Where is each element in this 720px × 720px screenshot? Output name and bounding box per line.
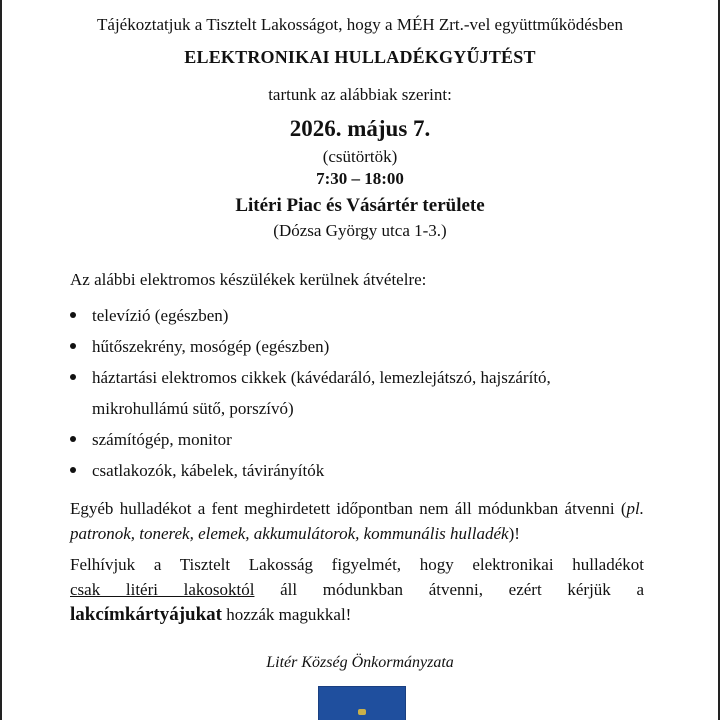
event-date: 2026. május 7.	[289, 116, 431, 141]
list-item	[70, 300, 650, 331]
signature: Litér Község Önkormányzata	[266, 654, 454, 671]
headline: ELEKTRONIKAI HULLADÉKGYŰJTÉST	[184, 47, 536, 67]
bullet-icon	[70, 467, 76, 473]
notice-line-2-rest: áll módunkban átvenni, ezért kérjük a	[254, 580, 644, 599]
list-item	[70, 362, 650, 424]
subheadline: tartunk az alábbiak szerint:	[268, 85, 452, 104]
list-item-label: csatlakozók, kábelek, távirányítók	[92, 461, 325, 480]
bullet-icon	[70, 312, 76, 318]
list-item-label: televízió (egészben)	[92, 306, 229, 325]
bullet-icon	[70, 343, 76, 349]
list-item	[70, 424, 650, 455]
event-day: (csütörtök)	[322, 147, 398, 166]
list-item	[70, 455, 650, 486]
notice-line-2	[70, 577, 644, 602]
list-item-continuation: mikrohullámú sütő, porszívó)	[92, 399, 294, 418]
notice-residents	[70, 552, 644, 627]
notice-text-start: Egyéb hulladékot a fent meghirdetett időpontban nem áll módunkban átvenni (	[70, 499, 627, 518]
list-item-label: hűtőszekrény, mosógép (egészben)	[92, 337, 330, 356]
list-item-label: számítógép, monitor	[92, 430, 232, 449]
intro-text: Tájékoztatjuk a Tisztelt Lakosságot, hogy a MÉH Zrt.-vel együttműködésben	[97, 15, 623, 34]
items-list	[70, 300, 650, 486]
notice-bold-id-card: lakcímkártyájukat	[70, 604, 222, 625]
event-venue: Litéri Piac és Vásártér területe	[235, 195, 485, 216]
list-item-label: háztartási elektromos cikkek (kávédaráló, lemezlejátszó, hajszárító,	[92, 368, 551, 387]
list-item	[70, 331, 650, 362]
bullet-icon	[70, 436, 76, 442]
notice-line-3-rest: hozzák magukkal!	[222, 605, 352, 624]
notice-other-waste	[70, 496, 644, 546]
notice-line-1: Felhívjuk a Tisztelt Lakosság figyelmét, hogy elektronikai hulladékot	[70, 555, 644, 574]
event-address: (Dózsa György utca 1-3.)	[273, 221, 447, 240]
notice-excluded-items: pl. patronok, tonerek, elemek, akkumulátorok, kommunális hulladék	[70, 499, 644, 543]
notice-underlined: csak litéri lakosoktól	[70, 580, 255, 599]
notice-line-3	[70, 602, 644, 627]
notice-text-end: )!	[508, 524, 520, 543]
event-time: 7:30 – 18:00	[316, 169, 404, 188]
bullet-icon	[70, 374, 76, 380]
crest-mark-icon	[358, 709, 366, 715]
coat-of-arms-icon	[318, 686, 406, 720]
items-lead: Az alábbi elektromos készülékek kerülnek átvételre:	[70, 270, 427, 289]
